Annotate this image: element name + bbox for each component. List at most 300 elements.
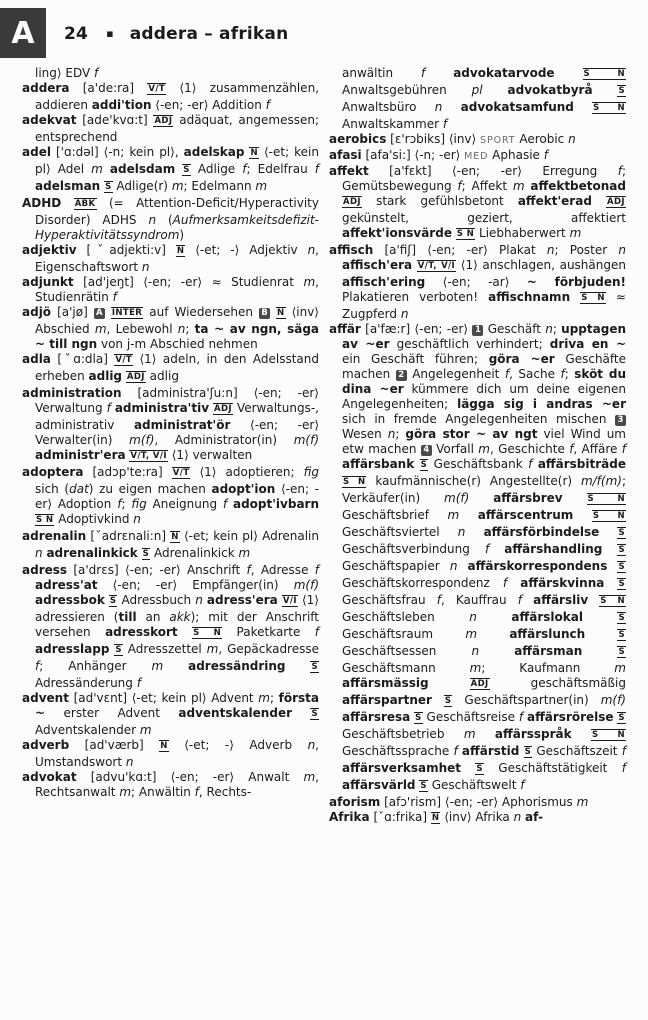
entry-text: [a'drɛs] ⟨-en; -er⟩ Anschrift xyxy=(67,563,247,577)
italic-text: n xyxy=(449,559,458,573)
bold-text: affärsmässig xyxy=(342,676,429,690)
grammar-tag: S xyxy=(476,764,483,774)
grammar-tag: S xyxy=(415,713,422,723)
dictionary-entry xyxy=(22,305,319,352)
italic-text: f xyxy=(528,457,533,471)
entry-text: ⟨-en; -ar⟩ xyxy=(425,275,527,289)
entry-text xyxy=(477,627,509,641)
entry-text xyxy=(457,559,467,573)
dictionary-columns xyxy=(22,66,626,827)
entry-text: Geschäftsmann xyxy=(342,661,470,675)
bold-text: affärscentrum xyxy=(477,508,574,522)
entry-text: Geschäftsessen xyxy=(342,644,472,658)
entry-text: Adoptivkind xyxy=(54,512,134,526)
italic-text: f xyxy=(94,66,99,80)
entry-text: Paketkarte xyxy=(222,625,315,639)
italic-text: m xyxy=(569,226,582,240)
dictionary-entry xyxy=(22,691,319,738)
italic-text: Aufmerksamkeitsdefizit-Hyperaktivitätssyndrom xyxy=(35,213,319,242)
italic-text: n xyxy=(387,427,396,441)
entry-text xyxy=(507,576,520,590)
page-number: 24 xyxy=(64,24,89,44)
entry-text: Aerobic xyxy=(515,132,569,146)
grammar-tag: ADJ xyxy=(343,197,361,207)
entry-text xyxy=(572,727,591,741)
bold-text: ADHD xyxy=(22,196,62,210)
grammar-tag: S N xyxy=(600,596,625,606)
italic-text: m xyxy=(303,770,316,784)
bold-text: till xyxy=(118,610,137,624)
bold-text: adelsdam xyxy=(109,162,176,176)
entry-text: ; xyxy=(185,322,195,336)
entry-text: [afɔ'rism] ⟨-en; -er⟩ Aphorismus xyxy=(380,795,577,809)
entry-text xyxy=(522,593,533,607)
dictionary-entry xyxy=(22,770,319,800)
bold-text: affärsförbindelse xyxy=(483,525,600,539)
entry-text: , Lebewohl xyxy=(106,322,178,336)
bold-text: affär xyxy=(329,322,361,336)
entry-text: sich in fremde Angelegenheiten mischen xyxy=(342,412,615,426)
entry-text xyxy=(592,194,606,208)
column-right xyxy=(329,66,626,827)
dictionary-entry xyxy=(329,132,626,148)
entry-text: Geschäfte machen xyxy=(342,352,627,381)
bold-text: affisch'era xyxy=(342,258,413,272)
entry-text: Geschäftspapier xyxy=(342,559,450,573)
entry-text xyxy=(61,196,73,210)
bold-text: affärspartner xyxy=(342,693,432,707)
grammar-tag: S N xyxy=(593,103,625,113)
bold-text: affisch'ering xyxy=(342,275,426,289)
grammar-tag: S xyxy=(109,596,117,606)
italic-text: f xyxy=(265,98,270,112)
entry-text: ; Anwältin xyxy=(131,785,195,799)
entry-text: Geschäftsbrief xyxy=(342,508,448,522)
sense-marker: 2 xyxy=(396,370,407,381)
bold-text: administra'tiv xyxy=(114,401,210,415)
bold-text: adelskap xyxy=(183,145,245,159)
entry-text xyxy=(593,83,618,97)
entry-text: geschäftsmäßig xyxy=(489,676,626,690)
italic-text: m xyxy=(576,795,589,809)
italic-text: n xyxy=(35,546,43,560)
column-left xyxy=(22,66,319,827)
entry-text: an xyxy=(136,610,170,624)
bold-text: affärsbiträde xyxy=(537,457,626,471)
entry-text: ⟨-en; -er⟩ Addition xyxy=(151,98,266,112)
bold-text: adress xyxy=(22,563,68,577)
grammar-tag: ADJ xyxy=(213,404,232,414)
entry-text xyxy=(178,625,192,639)
entry-text: Geschäftsviertel xyxy=(342,525,458,539)
entry-text xyxy=(429,676,470,690)
grammar-tag: S N xyxy=(193,628,222,638)
bold-text: affärslokal xyxy=(511,610,583,624)
bold-text: affärsverksamhet xyxy=(342,761,461,775)
entry-text: stark gefühlsbetont xyxy=(362,194,518,208)
grammar-tag: S xyxy=(444,696,452,706)
italic-text: m xyxy=(303,275,316,289)
italic-text: f xyxy=(569,442,574,456)
entry-text: [ˇɑ:frika] xyxy=(369,810,431,824)
italic-text: f xyxy=(246,563,251,577)
entry-text xyxy=(414,457,419,471)
entry-text xyxy=(582,644,617,658)
italic-text: m xyxy=(171,179,184,193)
italic-text: n xyxy=(177,322,186,336)
entry-text: , Rechts- xyxy=(198,785,252,799)
sense-marker: B xyxy=(259,308,270,319)
entry-text: Geschäftsreise xyxy=(422,710,519,724)
italic-text: m(f) xyxy=(129,433,155,447)
grammar-tag: S N xyxy=(587,494,625,504)
bold-text: göra ~er xyxy=(488,352,555,366)
entry-text: ⟨1⟩ adressieren ( xyxy=(35,593,319,624)
italic-text: n xyxy=(545,322,553,336)
entry-text: ⟨inv⟩ Abschied xyxy=(35,305,319,336)
bold-text: första ~ xyxy=(35,691,319,720)
italic-text: n xyxy=(618,243,626,257)
italic-text: n xyxy=(195,593,203,607)
bold-text: adresskort xyxy=(105,625,178,639)
grammar-tag: V/T xyxy=(115,355,133,365)
bold-text: advokat xyxy=(22,770,77,784)
entry-text: , Gepäckadresse xyxy=(218,642,319,656)
grammar-tag: S xyxy=(115,645,122,655)
italic-text: m/f(m) xyxy=(580,474,622,488)
entry-text xyxy=(461,761,475,775)
bold-text: affekt'erad xyxy=(517,194,592,208)
italic-text: f xyxy=(484,542,490,556)
bold-text: advent xyxy=(22,691,69,705)
entry-text xyxy=(442,100,460,114)
entry-text xyxy=(599,525,617,539)
bold-text: adel xyxy=(22,145,51,159)
bold-text: adjektiv xyxy=(22,243,77,257)
bold-text: göra stor ~ av ngt xyxy=(405,427,538,441)
bold-text: adla xyxy=(22,352,51,366)
entry-text: ; Edelmann xyxy=(183,179,256,193)
bold-text: adjunkt xyxy=(22,275,74,289)
grammar-tag: S xyxy=(618,528,625,538)
bold-text: adverb xyxy=(22,738,70,752)
italic-text: f xyxy=(222,497,228,511)
page-header xyxy=(64,24,288,44)
italic-text: f xyxy=(194,785,199,799)
italic-text: m(f) xyxy=(293,578,319,592)
bold-text: advokatbyrå xyxy=(507,83,593,97)
bold-text: Afrika xyxy=(329,810,370,824)
grammar-tag: S xyxy=(311,662,318,672)
letter-tab xyxy=(0,8,46,58)
grammar-tag: S xyxy=(105,182,112,192)
entry-text: Geschäftszeit xyxy=(532,744,622,758)
entry-text: , Rechtsanwalt xyxy=(35,770,319,799)
grammar-tag: INTER xyxy=(111,308,143,318)
entry-text: ⟨inv⟩ Afrika xyxy=(440,810,514,824)
entry-text: ⟨-en; -er⟩ Adoption xyxy=(35,482,319,511)
grammar-tag: S xyxy=(420,781,427,791)
entry-text: ; Gemütsbewegung xyxy=(342,164,626,193)
dictionary-entry xyxy=(22,145,319,196)
entry-text: [ˇɑ:dla] xyxy=(50,352,115,366)
entry-text xyxy=(292,706,310,720)
bold-text: affischnamn xyxy=(488,290,571,304)
grammar-tag: V/T, V/I xyxy=(130,451,167,461)
entry-text: ; xyxy=(552,322,562,336)
entry-text: ; xyxy=(395,427,406,441)
italic-text: f xyxy=(314,162,319,176)
entry-text: ≈ Zugpferd xyxy=(342,290,626,321)
italic-text: fig xyxy=(131,497,147,511)
entry-text: ⟨-en; -er⟩ Empfänger(in) xyxy=(97,578,294,592)
italic-text: dat xyxy=(69,482,89,496)
entry-text: , Kauffrau xyxy=(440,593,518,607)
entry-text: Anwaltskammer xyxy=(342,117,443,131)
italic-text: f xyxy=(457,179,462,193)
bold-text: affärsbrev xyxy=(493,491,563,505)
italic-text: pl xyxy=(471,83,483,97)
domain-label: MED xyxy=(464,151,489,162)
italic-text: f xyxy=(617,164,622,178)
entry-text: [ad'vɛnt] ⟨-et; kein pl⟩ Advent xyxy=(68,691,259,705)
grammar-tag: N xyxy=(250,148,258,158)
grammar-tag: V/T xyxy=(172,468,190,478)
italic-text: m xyxy=(469,661,482,675)
bold-text: affärstid xyxy=(461,744,520,758)
entry-text: [administra'ʃu:n] ⟨-en; -er⟩ Verwaltung xyxy=(35,386,319,415)
entry-text xyxy=(570,290,580,304)
sense-marker: 4 xyxy=(421,445,432,456)
bold-text: affärsliv xyxy=(533,593,589,607)
entry-text: sich ( xyxy=(35,482,70,496)
entry-text: ⟨1⟩ verwalten xyxy=(167,448,253,462)
entry-text: Geschäftstätigkeit xyxy=(483,761,622,775)
italic-text: f xyxy=(314,625,319,639)
entry-text: , Sache xyxy=(509,367,561,381)
entry-text xyxy=(163,659,188,673)
italic-text: f xyxy=(35,659,40,673)
entry-text: Adventskalender xyxy=(35,723,140,737)
dictionary-entry xyxy=(329,66,626,132)
italic-text: f xyxy=(621,744,626,758)
entry-text xyxy=(574,100,592,114)
entry-text: auf Wiedersehen xyxy=(143,305,260,319)
grammar-tag: S xyxy=(618,630,625,640)
entry-text xyxy=(425,66,453,80)
entry-text xyxy=(483,83,508,97)
grammar-tag: S N xyxy=(581,293,605,303)
grammar-tag: S xyxy=(618,86,625,96)
dictionary-entry xyxy=(22,529,319,563)
entry-text: Adlige(r) xyxy=(112,179,172,193)
italic-text: n xyxy=(457,525,466,539)
entry-text: kaufmännische(r) Angestellte(r) xyxy=(366,474,581,488)
italic-text: n xyxy=(307,738,316,752)
entry-text: von j-m Abschied nehmen xyxy=(97,337,258,351)
italic-text: f xyxy=(518,710,524,724)
grammar-tag: V/T, V/I xyxy=(417,261,456,271)
bold-text: adrenalin xyxy=(22,529,87,543)
entry-text: Adlige xyxy=(190,162,243,176)
entry-text: , Umstandswort xyxy=(35,738,319,769)
entry-text: Geschäftsraum xyxy=(342,627,466,641)
dictionary-entry xyxy=(329,810,626,827)
bold-text: affärsspråk xyxy=(494,727,572,741)
entry-text: Geschäftsfrau xyxy=(342,593,437,607)
grammar-tag: S N xyxy=(592,511,625,521)
entry-text: Verwaltungs-, administrativ xyxy=(35,401,319,432)
italic-text: akk xyxy=(169,610,191,624)
entry-text: Adresszettel xyxy=(122,642,207,656)
entry-text: [a'fiʃ] ⟨-en; -er⟩ Plakat xyxy=(373,243,547,257)
bold-text: affärskvinna xyxy=(520,576,605,590)
italic-text: f xyxy=(560,367,565,381)
entry-text: Adressbuch xyxy=(117,593,196,607)
bold-text: affisch xyxy=(329,243,374,257)
italic-text: m xyxy=(447,508,460,522)
entry-text: Liebhaberwert xyxy=(475,226,570,240)
bold-text: adoptera xyxy=(22,465,84,479)
entry-text: [advu'kɑ:t] ⟨-en; -er⟩ Anwalt xyxy=(76,770,304,784)
italic-text: n xyxy=(513,810,522,824)
entry-text: ⟨-et; -⟩ Adjektiv xyxy=(185,243,308,257)
entry-text: Adrenalinkick xyxy=(150,546,239,560)
italic-text: m xyxy=(139,723,152,737)
italic-text: n xyxy=(307,243,316,257)
italic-text: m xyxy=(258,691,270,705)
italic-text: fig xyxy=(303,465,319,479)
dictionary-entry xyxy=(329,322,626,795)
entry-text: , Eigenschaftswort xyxy=(35,243,319,274)
italic-text: n xyxy=(434,100,443,114)
entry-text: gekünstelt, geziert, affektiert xyxy=(342,211,626,225)
entry-text: ling⟩ EDV xyxy=(35,66,95,80)
bold-text: affärshandling xyxy=(504,542,603,556)
entry-text: geschäftlich verhindert; xyxy=(389,337,550,351)
entry-text: Aphasie xyxy=(488,148,544,162)
entry-text: [ad'jeŋt] ⟨-en; -er⟩ ≈ Studienrat xyxy=(73,275,304,289)
italic-text: n xyxy=(546,243,555,257)
entry-text: Geschäftsbank xyxy=(428,457,529,471)
grammar-tag: S xyxy=(311,709,318,719)
entry-text: Geschäftswelt xyxy=(427,778,521,792)
grammar-tag: S xyxy=(183,165,190,175)
entry-text: ⟨1⟩ zusammenzählen, addieren xyxy=(35,81,319,112)
italic-text: f xyxy=(442,117,448,131)
sense-marker: A xyxy=(94,308,105,319)
bold-text: af- xyxy=(525,810,544,824)
sense-marker: 3 xyxy=(615,415,626,426)
italic-text: f xyxy=(520,778,525,792)
entry-text xyxy=(555,66,583,80)
bold-text: affärsresa xyxy=(342,710,411,724)
italic-text: f xyxy=(117,497,122,511)
grammar-tag: S xyxy=(420,460,428,470)
italic-text: n xyxy=(125,755,134,769)
entry-text: [ˇadrɛnali:n] xyxy=(86,529,171,543)
bold-text: advokatarvode xyxy=(453,66,555,80)
dictionary-entry xyxy=(22,196,319,243)
entry-text: ; Poster xyxy=(554,243,619,257)
entry-text: [a'fɛkt] ⟨-en; -er⟩ Erregung xyxy=(368,164,618,178)
italic-text: m(f) xyxy=(600,693,626,707)
entry-text: Vorfall xyxy=(431,442,479,456)
entry-text: , Affäre xyxy=(573,442,622,456)
entry-text: ( xyxy=(156,213,173,227)
grammar-tag: N xyxy=(160,741,168,751)
entry-text xyxy=(607,559,617,573)
bold-text: adlig xyxy=(88,369,123,383)
entry-text: ) zu eigen machen xyxy=(88,482,212,496)
grammar-tag: ADJ xyxy=(607,197,625,207)
bold-text: administrat'ör xyxy=(133,418,231,432)
italic-text: f xyxy=(517,593,522,607)
italic-text: m xyxy=(206,642,219,656)
entry-text xyxy=(465,525,483,539)
italic-text: f xyxy=(421,66,426,80)
bold-text: advokatsamfund xyxy=(460,100,574,114)
grammar-tag: N xyxy=(171,532,179,542)
italic-text: m xyxy=(238,546,251,560)
italic-text: f xyxy=(621,761,626,775)
italic-text: f xyxy=(136,676,141,690)
entry-text: ⟨-et; kein pl⟩ Adrenalin xyxy=(179,529,319,543)
entry-text: Geschäftspartner(in) xyxy=(452,693,601,707)
bold-text: adopt'ivbarn xyxy=(232,497,319,511)
entry-text: ⟨-et; kein pl⟩ Adel xyxy=(35,145,319,176)
entry-text xyxy=(519,744,523,758)
grammar-tag: S xyxy=(618,562,625,572)
grammar-tag: ABK xyxy=(74,199,96,209)
entry-text: [a'fæ:r] ⟨-en; -er⟩ xyxy=(360,322,473,336)
bold-text: sköt du dina ~er xyxy=(342,367,627,396)
entry-text: ; xyxy=(564,367,575,381)
bold-text: affekt xyxy=(329,164,369,178)
dictionary-entry xyxy=(22,113,319,145)
entry-text: Geschäftssprache xyxy=(342,744,454,758)
bold-text: administration xyxy=(22,386,122,400)
italic-text: f xyxy=(504,367,510,381)
italic-text: m xyxy=(465,627,478,641)
bold-text: affärskorrespondens xyxy=(467,559,608,573)
entry-text: [ade'kvɑ:t] xyxy=(76,113,154,127)
entry-text: ⟨1⟩ adoptieren; xyxy=(190,465,304,479)
dictionary-entry xyxy=(22,465,319,529)
entry-text: Angelegenheit xyxy=(406,367,505,381)
entry-text: Geschäft xyxy=(483,322,546,336)
entry-text: (= Attention-Deficit/Hyperactivity Disorder) ADHS xyxy=(35,196,319,227)
grammar-tag: ADJ xyxy=(470,679,489,689)
bold-text: adrenalinkick xyxy=(46,546,138,560)
entry-text: [a'jø] xyxy=(51,305,94,319)
dictionary-entry xyxy=(22,563,319,691)
entry-text xyxy=(588,593,599,607)
italic-text: m xyxy=(94,322,107,336)
bold-text: lägga sig i andras ~er xyxy=(457,397,626,411)
entry-text: ⟨1⟩ adeln, in den Adelsstand erheben xyxy=(35,352,319,383)
entry-text: , Studienrätin xyxy=(35,275,319,304)
bold-text: affekt'ionsvärde xyxy=(342,226,452,240)
italic-text: m xyxy=(151,659,164,673)
italic-text: m xyxy=(119,785,132,799)
entry-text: ; Verkäufer(in) xyxy=(342,474,627,505)
entry-text xyxy=(432,693,444,707)
bold-text: adressändring xyxy=(188,659,286,673)
entry-text xyxy=(583,610,618,624)
italic-text: f xyxy=(543,148,548,162)
italic-text: f xyxy=(502,576,508,590)
